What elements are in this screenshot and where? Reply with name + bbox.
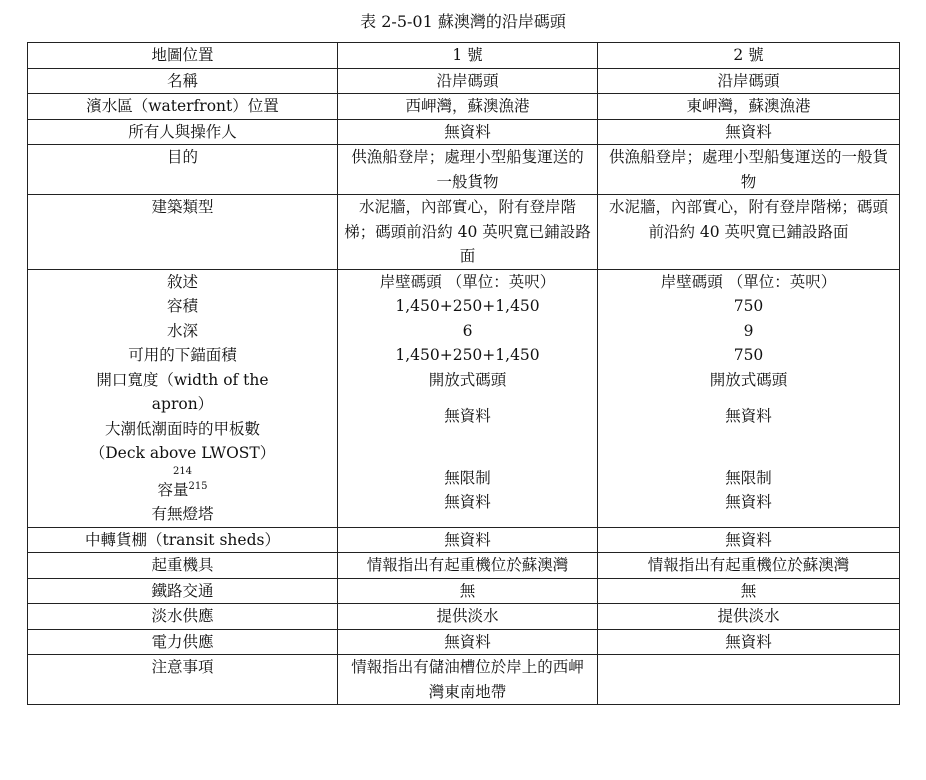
table-row-description (28, 269, 900, 527)
row-value-1: 水泥牆，內部實心，附有登岸階梯；碼頭前沿約 40 英呎寬已鋪設路面 (338, 195, 598, 270)
desc-load-1: 無限制 (444, 468, 491, 487)
table-row-name (28, 68, 900, 94)
row-value-1: 無資料 (338, 119, 598, 145)
desc-type-1: 岸壁碼頭 （單位：英呎） (379, 272, 556, 291)
row-value-1: 供漁船登岸；處理小型船隻運送的一般貨物 (338, 145, 598, 195)
table-row-power (28, 629, 900, 655)
table-header-row (28, 43, 900, 69)
footnote-215: 215 (188, 480, 208, 492)
row-label: 濱水區（waterfront）位置 (28, 94, 338, 120)
spacer (344, 392, 591, 404)
table-caption: 表 2-5-01 蘇澳灣的沿岸碼頭 (360, 12, 566, 31)
row-value-2: 供漁船登岸；處理小型船隻運送的一般貨物 (598, 145, 900, 195)
row-value-1: 無資料 (338, 527, 598, 553)
row-value-2: 沿岸碼頭 (598, 68, 900, 94)
desc-label-deck-b: （Deck above LWOST） (89, 444, 276, 462)
table-row-cranes (28, 553, 900, 579)
table-row-water (28, 604, 900, 630)
table-row-owner (28, 119, 900, 145)
spacer (604, 454, 893, 466)
row-value-1: 西岬灣，蘇澳漁港 (338, 94, 598, 120)
description-values-1 (338, 269, 598, 527)
desc-depth-2: 9 (743, 321, 754, 340)
row-label: 注意事項 (28, 655, 338, 705)
header-wharf-2: 2 號 (598, 43, 900, 69)
row-label: 所有人與操作人 (28, 119, 338, 145)
desc-capacity-2: 750 (733, 297, 764, 315)
wharf-table (27, 42, 900, 705)
table-row-construction (28, 195, 900, 270)
desc-label-load (34, 478, 331, 503)
desc-label-lighthouse: 有無燈塔 (151, 505, 214, 523)
row-label: 名稱 (28, 68, 338, 94)
desc-label-depth: 水深 (166, 321, 198, 340)
description-values-2 (598, 269, 900, 527)
row-value-2: 東岬灣，蘇澳漁港 (598, 94, 900, 120)
desc-capacity-1: 1,450+250+1,450 (395, 297, 540, 315)
spacer (344, 454, 591, 466)
row-value-1: 提供淡水 (338, 604, 598, 630)
row-value-2: 提供淡水 (598, 604, 900, 630)
table-row-waterfront (28, 94, 900, 120)
row-label: 鐵路交通 (28, 578, 338, 604)
desc-deck-2: 無資料 (725, 407, 772, 425)
desc-label-title: 敘述 (166, 272, 198, 291)
row-value-2: 無資料 (598, 119, 900, 145)
header-map-location: 地圖位置 (28, 43, 338, 69)
table-row-transit-sheds (28, 527, 900, 553)
row-label: 電力供應 (28, 629, 338, 655)
footnote-214: 214 (172, 465, 193, 477)
desc-type-2: 岸壁碼頭 （單位：英呎） (660, 272, 837, 291)
row-label: 建築類型 (28, 195, 338, 270)
row-label: 中轉貨棚（transit sheds） (28, 527, 338, 553)
row-value-1: 沿岸碼頭 (338, 68, 598, 94)
desc-label-apron-b: apron） (151, 395, 214, 413)
row-value-1: 無 (338, 578, 598, 604)
row-label: 淡水供應 (28, 604, 338, 630)
header-wharf-1: 1 號 (338, 43, 598, 69)
row-value-2 (598, 655, 900, 705)
spacer (604, 429, 893, 454)
desc-label-deck-a: 大潮低潮面時的甲板數 (104, 419, 260, 438)
row-value-2: 情報指出有起重機位於蘇澳灣 (598, 553, 900, 579)
row-value-2: 無 (598, 578, 900, 604)
table-row-purpose (28, 145, 900, 195)
desc-anchor-1: 1,450+250+1,450 (395, 346, 540, 364)
desc-label-anchor: 可用的下錨面積 (128, 346, 237, 364)
desc-apron-2: 開放式碼頭 (709, 370, 788, 389)
spacer (344, 429, 591, 454)
row-value-2: 無資料 (598, 527, 900, 553)
row-value-1: 情報指出有起重機位於蘇澳灣 (338, 553, 598, 579)
desc-lighthouse-1: 無資料 (444, 493, 491, 511)
table-row-railway (28, 578, 900, 604)
spacer (604, 392, 893, 404)
desc-anchor-2: 750 (733, 346, 764, 364)
desc-load-2: 無限制 (725, 468, 772, 487)
row-value-1: 無資料 (338, 629, 598, 655)
row-label: 起重機具 (28, 553, 338, 579)
row-value-1: 情報指出有儲油槽位於岸上的西岬灣東南地帶 (338, 655, 598, 705)
description-labels (28, 269, 338, 527)
row-value-2: 水泥牆，內部實心，附有登岸階梯；碼頭前沿約 40 英呎寬已鋪設路面 (598, 195, 900, 270)
desc-label-capacity: 容積 (166, 297, 198, 315)
desc-label-apron-a: 開口寬度（width of the (96, 370, 269, 389)
desc-depth-1: 6 (462, 321, 473, 340)
desc-label-load-text: 容量 (157, 480, 189, 499)
desc-apron-1: 開放式碼頭 (428, 370, 507, 389)
desc-lighthouse-2: 無資料 (725, 493, 772, 511)
table-row-notes (28, 655, 900, 705)
row-label: 目的 (28, 145, 338, 195)
desc-deck-1: 無資料 (444, 407, 491, 425)
row-value-2: 無資料 (598, 629, 900, 655)
